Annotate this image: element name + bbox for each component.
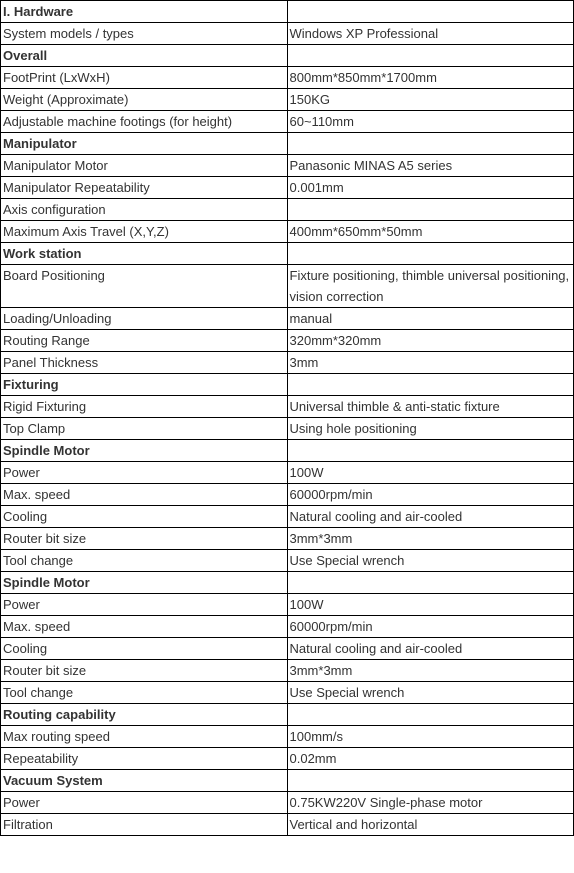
spec-label: System models / types <box>1 23 288 45</box>
section-title: Overall <box>1 45 288 67</box>
spec-value: 150KG <box>287 89 574 111</box>
spec-label: Tool change <box>1 550 288 572</box>
spec-value: Natural cooling and air-cooled <box>287 506 574 528</box>
spec-row <box>1 23 574 45</box>
spec-value <box>287 704 574 726</box>
spec-label: Power <box>1 792 288 814</box>
spec-label: Rigid Fixturing <box>1 396 288 418</box>
spec-value: 0.001mm <box>287 177 574 199</box>
spec-value: Using hole positioning <box>287 418 574 440</box>
spec-label: Board Positioning <box>1 265 288 308</box>
spec-row <box>1 221 574 243</box>
spec-label: Cooling <box>1 638 288 660</box>
spec-value <box>287 199 574 221</box>
spec-value: manual <box>287 308 574 330</box>
spec-value: 100mm/s <box>287 726 574 748</box>
spec-row <box>1 616 574 638</box>
spec-row <box>1 748 574 770</box>
spec-label: Maximum Axis Travel (X,Y,Z) <box>1 221 288 243</box>
spec-value: 100W <box>287 594 574 616</box>
spec-value: Use Special wrench <box>287 550 574 572</box>
spec-value <box>287 572 574 594</box>
spec-value: 3mm*3mm <box>287 528 574 550</box>
spec-value <box>287 440 574 462</box>
spec-label: Repeatability <box>1 748 288 770</box>
spec-value <box>287 770 574 792</box>
spec-value: Windows XP Professional <box>287 23 574 45</box>
section-header-row <box>1 45 574 67</box>
section-header-row <box>1 440 574 462</box>
spec-row <box>1 111 574 133</box>
spec-label: Max routing speed <box>1 726 288 748</box>
spec-value: 3mm <box>287 352 574 374</box>
spec-value: 0.02mm <box>287 748 574 770</box>
spec-value: 400mm*650mm*50mm <box>287 221 574 243</box>
spec-value: Use Special wrench <box>287 682 574 704</box>
spec-value <box>287 374 574 396</box>
spec-label: Router bit size <box>1 660 288 682</box>
spec-label: Cooling <box>1 506 288 528</box>
spec-label: Max. speed <box>1 616 288 638</box>
spec-row <box>1 682 574 704</box>
spec-value: 60000rpm/min <box>287 484 574 506</box>
spec-row <box>1 462 574 484</box>
spec-row <box>1 550 574 572</box>
spec-label: Manipulator Repeatability <box>1 177 288 199</box>
spec-row <box>1 726 574 748</box>
section-header-row <box>1 1 574 23</box>
spec-row <box>1 396 574 418</box>
section-header-row <box>1 133 574 155</box>
spec-label: Axis configuration <box>1 199 288 221</box>
spec-label: Weight (Approximate) <box>1 89 288 111</box>
spec-row <box>1 660 574 682</box>
spec-label: Power <box>1 462 288 484</box>
spec-label: Manipulator Motor <box>1 155 288 177</box>
spec-value <box>287 243 574 265</box>
section-title: Spindle Motor <box>1 440 288 462</box>
spec-label: Loading/Unloading <box>1 308 288 330</box>
spec-value: 60000rpm/min <box>287 616 574 638</box>
spec-table-body <box>1 1 574 836</box>
spec-row <box>1 265 574 308</box>
section-title: Vacuum System <box>1 770 288 792</box>
spec-value: Natural cooling and air-cooled <box>287 638 574 660</box>
spec-value <box>287 45 574 67</box>
spec-label: Tool change <box>1 682 288 704</box>
spec-value: Universal thimble & anti-static fixture <box>287 396 574 418</box>
section-header-row <box>1 243 574 265</box>
spec-row <box>1 814 574 836</box>
spec-row <box>1 418 574 440</box>
spec-row <box>1 308 574 330</box>
spec-row <box>1 638 574 660</box>
spec-label: Router bit size <box>1 528 288 550</box>
spec-value: Fixture positioning, thimble universal positioning, vision correction <box>287 265 574 308</box>
spec-value: 0.75KW220V Single-phase motor <box>287 792 574 814</box>
spec-row <box>1 792 574 814</box>
spec-value: Panasonic MINAS A5 series <box>287 155 574 177</box>
spec-value: 800mm*850mm*1700mm <box>287 67 574 89</box>
section-title: Routing capability <box>1 704 288 726</box>
spec-label: FootPrint (LxWxH) <box>1 67 288 89</box>
section-title: I. Hardware <box>1 1 288 23</box>
section-header-row <box>1 572 574 594</box>
spec-row <box>1 528 574 550</box>
spec-row <box>1 594 574 616</box>
section-header-row <box>1 704 574 726</box>
spec-row <box>1 352 574 374</box>
spec-row <box>1 67 574 89</box>
spec-label: Panel Thickness <box>1 352 288 374</box>
spec-row <box>1 199 574 221</box>
spec-value: 60~110mm <box>287 111 574 133</box>
spec-row <box>1 506 574 528</box>
spec-row <box>1 484 574 506</box>
spec-value <box>287 133 574 155</box>
spec-label: Power <box>1 594 288 616</box>
spec-value: 3mm*3mm <box>287 660 574 682</box>
spec-row <box>1 330 574 352</box>
spec-value: 320mm*320mm <box>287 330 574 352</box>
spec-label: Max. speed <box>1 484 288 506</box>
spec-value <box>287 1 574 23</box>
section-title: Spindle Motor <box>1 572 288 594</box>
spec-label: Routing Range <box>1 330 288 352</box>
section-title: Work station <box>1 243 288 265</box>
section-title: Fixturing <box>1 374 288 396</box>
spec-row <box>1 155 574 177</box>
spec-row <box>1 89 574 111</box>
section-header-row <box>1 770 574 792</box>
spec-value: Vertical and horizontal <box>287 814 574 836</box>
section-title: Manipulator <box>1 133 288 155</box>
spec-label: Top Clamp <box>1 418 288 440</box>
spec-value: 100W <box>287 462 574 484</box>
spec-label: Filtration <box>1 814 288 836</box>
section-header-row <box>1 374 574 396</box>
spec-row <box>1 177 574 199</box>
spec-label: Adjustable machine footings (for height) <box>1 111 288 133</box>
